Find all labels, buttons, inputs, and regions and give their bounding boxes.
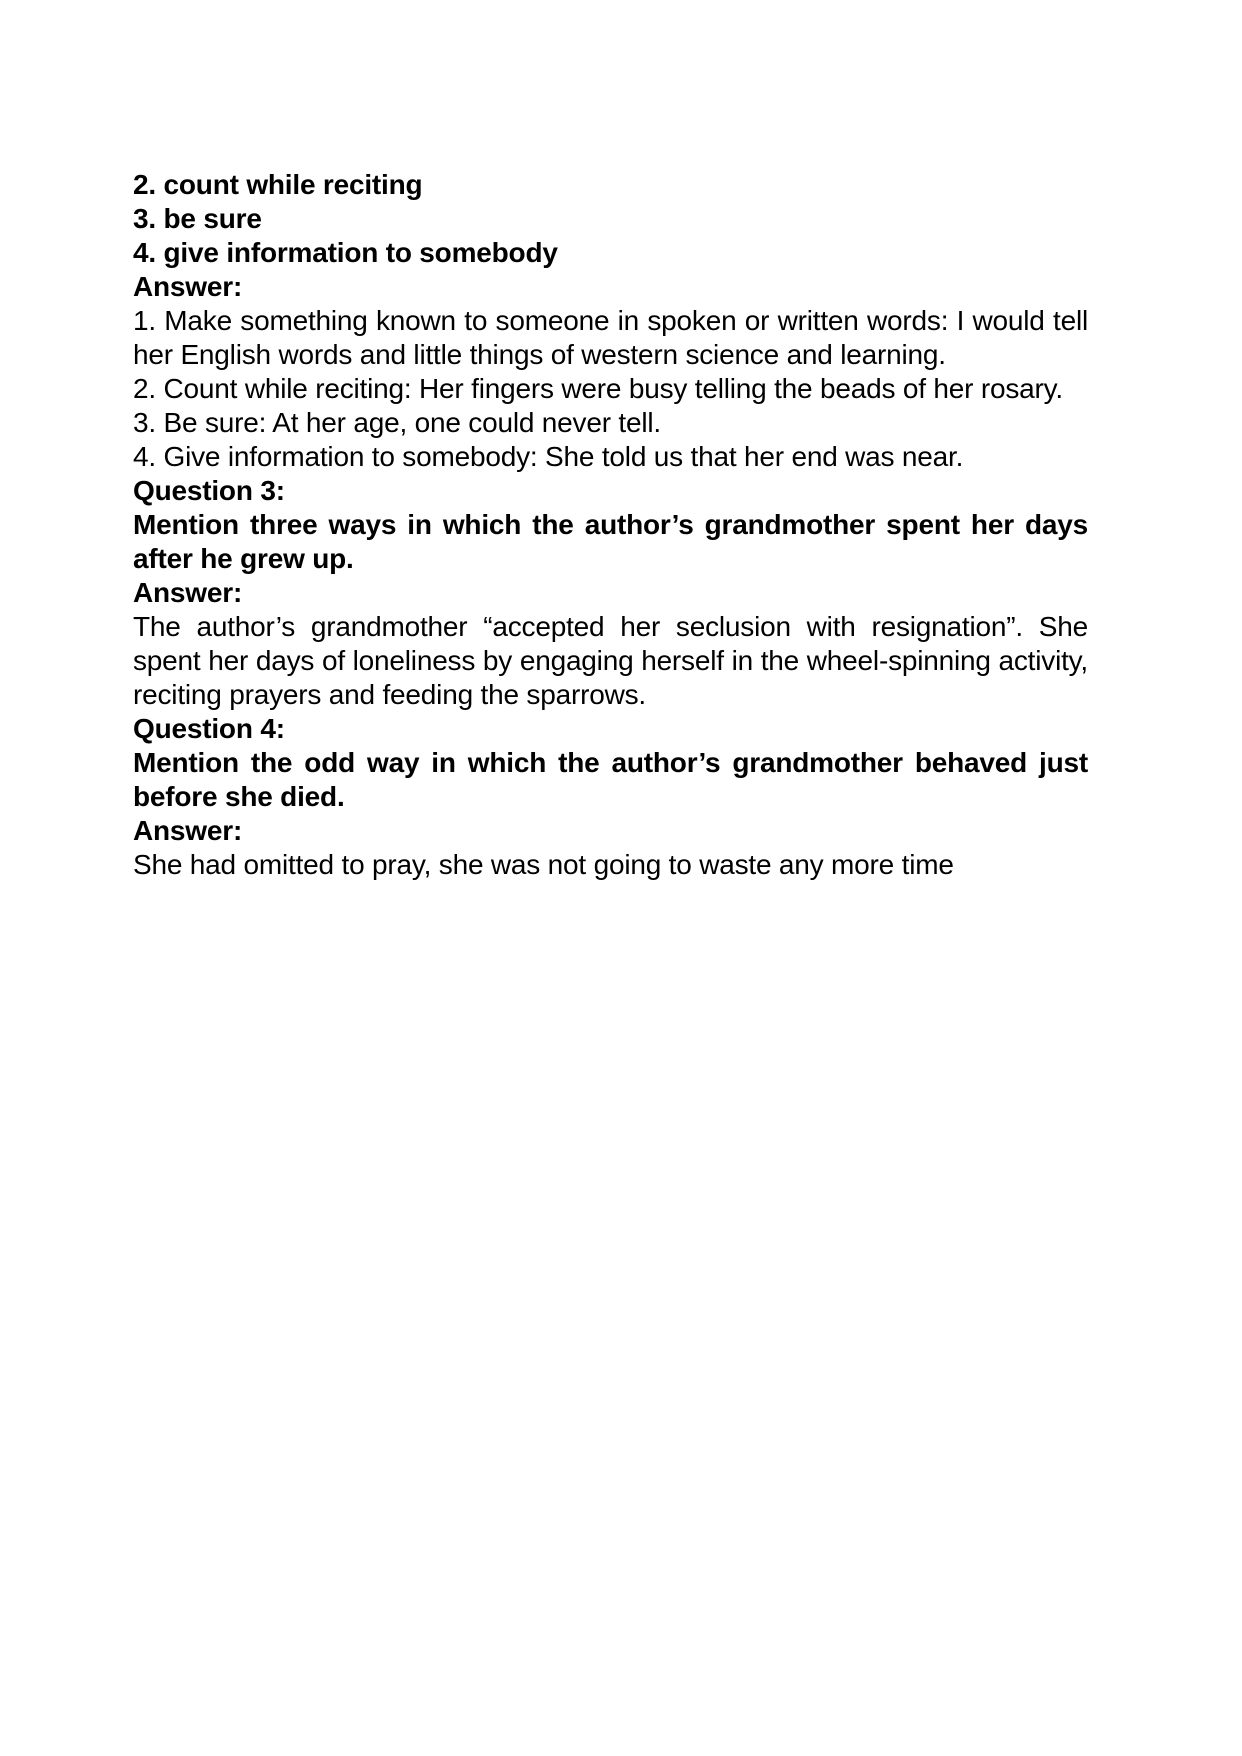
word-meaning-item-4: 4. give information to somebody	[133, 237, 558, 268]
question4-answer-text-partial: She had omitted to pray, she was not going to waste any more time	[133, 849, 954, 880]
word-meaning-answer-3: 3. Be sure: At her age, one could never tell.	[133, 407, 662, 438]
question4-answer-label: Answer:	[133, 815, 243, 846]
question4-heading: Question 4:	[133, 713, 285, 744]
word-meaning-item-3: 3. be sure	[133, 203, 262, 234]
question3-answer-text: The author’s grandmother “accepted her seclusion with resignation”. She spent her days of loneliness by engaging herself in the wheel-spinning activity, reciting prayers and feeding the sparrows.	[133, 611, 1088, 710]
answer-label: Answer:	[133, 271, 243, 302]
question3-heading: Question 3:	[133, 475, 285, 506]
question4-text: Mention the odd way in which the author’s grandmother behaved just before she died.	[133, 747, 1088, 812]
word-meaning-answer-1: 1. Make something known to someone in spoken or written words: I would tell her English words and little things of western science and learning.	[133, 305, 1088, 370]
question3-answer-label: Answer:	[133, 577, 243, 608]
word-meaning-answer-4: 4. Give information to somebody: She told us that her end was near.	[133, 441, 964, 472]
question3-text: Mention three ways in which the author’s grandmother spent her days after he grew up.	[133, 509, 1088, 574]
word-meaning-item-2: 2. count while reciting	[133, 169, 423, 200]
word-meaning-answer-2: 2. Count while reciting: Her fingers were busy telling the beads of her rosary.	[133, 373, 1063, 404]
